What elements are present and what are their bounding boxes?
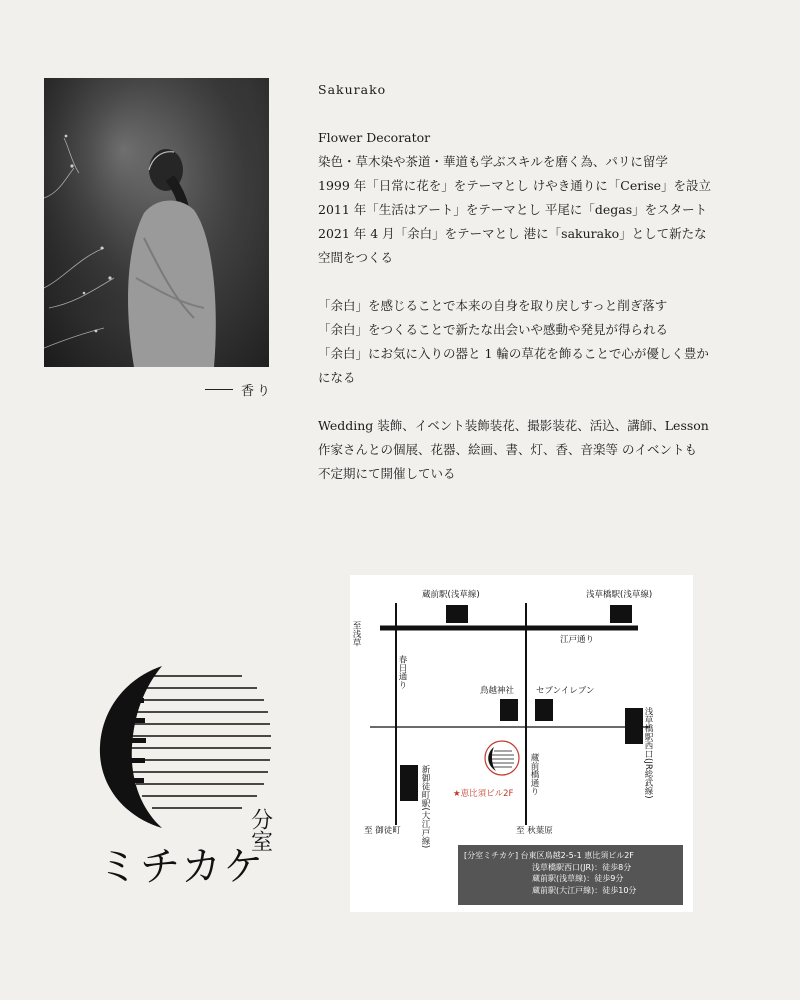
label-kuramaebashi-street: 蔵前橋通り [529, 753, 539, 796]
label-building: ★恵比須ビル2F [453, 789, 514, 799]
address-line: 浅草橋駅西口(JR)：徒歩8分 [532, 862, 632, 872]
philosophy-line: 「余白」をつくることで新たな出会いや感動や発見が得られる [318, 322, 669, 337]
caption-dash [205, 389, 233, 390]
activity-line: 不定期にて開催している [318, 466, 456, 481]
label-to-asakusa: 至浅草 [351, 621, 361, 647]
shrine-block [500, 699, 518, 721]
label-shinokachimachi: 新御徒町駅(大江戸線) [420, 765, 430, 849]
history-line: 2011 年「生活はアート」をテーマとし 平尾に「degas」をスタート [318, 202, 708, 217]
michikake-logo [92, 658, 302, 893]
address-line: 蔵前駅(大江戸線)：徒歩10分 [532, 885, 637, 895]
portrait-photo [44, 78, 269, 367]
kuramae-station-block [446, 605, 468, 623]
label-kasuga-street: 春日通り [397, 655, 407, 689]
caption-text: 香り [241, 384, 274, 399]
address-line: 蔵前駅(浅草線)：徒歩9分 [532, 874, 624, 883]
logo-name-bottom: ミチカケ [98, 844, 266, 890]
label-edo-street: 江戸通り [560, 635, 595, 645]
activity-line: Wedding 装飾、イベント装飾装花、撮影装花、活込、講師、Lesson [318, 418, 709, 433]
profile-title: Flower Decorator [318, 130, 431, 145]
label-asakusabashi-station: 浅草橋駅(浅草線) [586, 590, 653, 600]
label-seven-eleven: セブンイレブン [536, 686, 595, 696]
history-line: 空間をつくる [318, 250, 394, 265]
access-map [350, 575, 693, 912]
profile-name: Sakurako [318, 82, 387, 97]
logo-name-top: 分室 [247, 808, 273, 852]
address-box [458, 845, 683, 905]
asakusabashi-west-block [625, 708, 643, 744]
shop-marker [485, 741, 519, 775]
label-asakusabashi-west: 浅草橋駅西口(JR総武線) [643, 707, 653, 799]
asakusabashi-station-block [610, 605, 632, 623]
label-kuramae-station: 蔵前駅(浅草線) [422, 590, 480, 600]
seven-eleven-block [535, 699, 553, 721]
history-line: 染色・草木染や茶道・華道も学ぶスキルを磨く為、パリに留学 [318, 154, 668, 169]
shinokachimachi-block [400, 765, 418, 801]
philosophy-line: 「余白」にお気に入りの器と 1 輪の草花を飾ることで心が優しく豊か [318, 346, 709, 361]
philosophy-line: になる [318, 370, 356, 385]
activity-line: 作家さんとの個展、花器、絵画、書、灯、香、音楽等 のイベントも [318, 442, 697, 457]
history-line: 1999 年「日常に花を」をテーマとし けやき通りに「Cerise」を設立 [318, 178, 712, 193]
history-line: 2021 年 4 月「余白」をテーマとし 港に「sakurako」として新たな [318, 226, 707, 241]
philosophy-line: 「余白」を感じることで本来の自身を取り戻しすっと削ぎ落す [318, 298, 668, 313]
address-line: [分室ミチカケ] 台東区鳥越2-5-1 恵比須ビル2F [464, 851, 634, 860]
label-to-okachimachi: 至 御徒町 [364, 826, 401, 836]
label-torigoe-shrine: 鳥越神社 [480, 686, 515, 696]
photo-caption [205, 380, 273, 399]
label-to-akihabara: 至 秋葉原 [516, 826, 553, 836]
profile-bio [318, 78, 758, 486]
